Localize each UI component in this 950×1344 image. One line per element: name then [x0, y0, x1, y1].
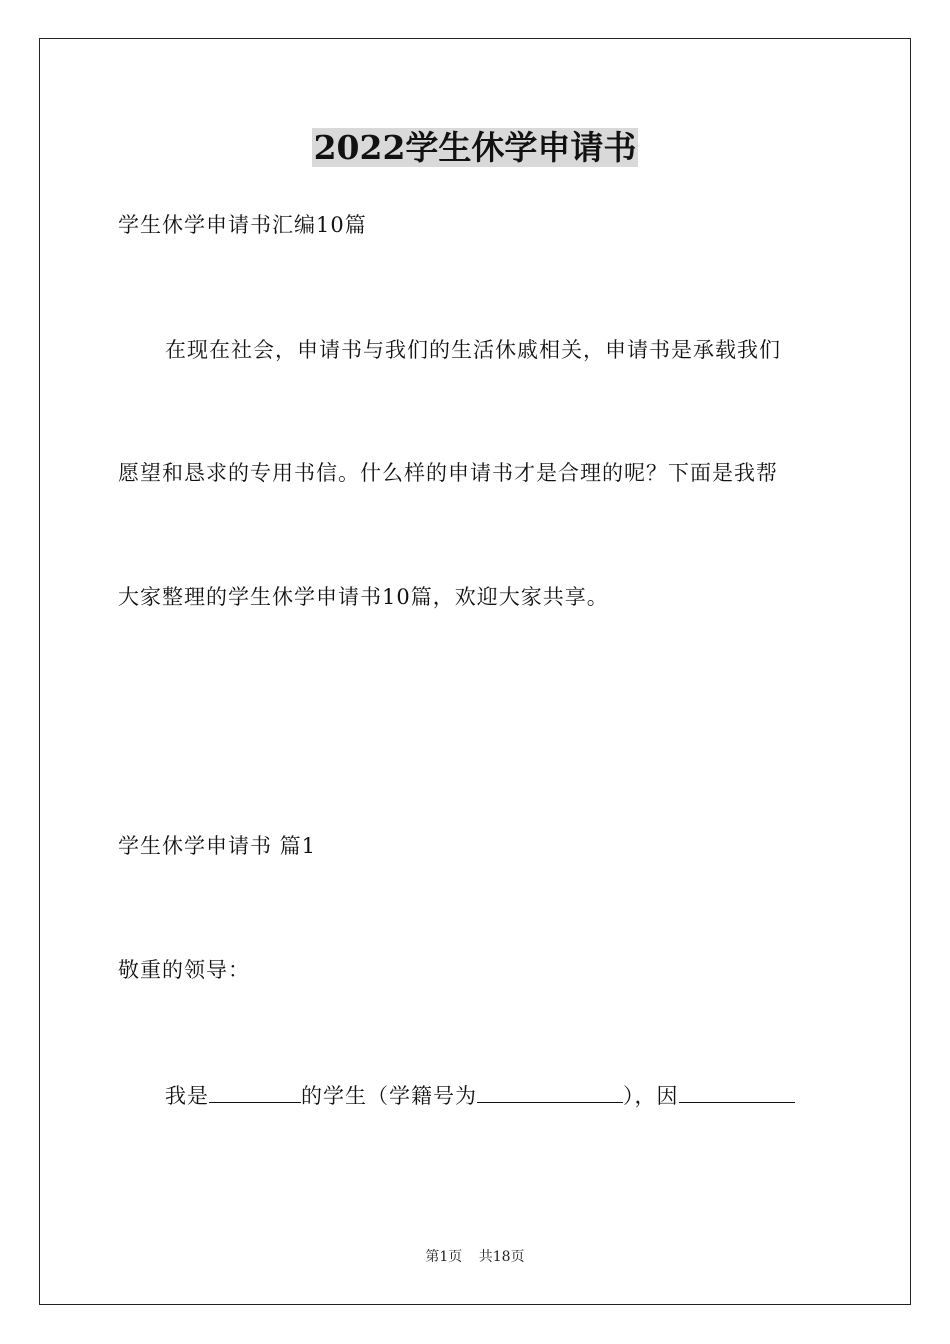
student-id-blank — [477, 1080, 623, 1103]
name-blank — [209, 1080, 301, 1103]
body-text-segment-2: 的学生（学籍号为 — [301, 1084, 477, 1108]
section-heading: 学生休学申请书 篇1 — [118, 834, 317, 858]
reason-blank — [679, 1080, 795, 1103]
document-title — [0, 126, 950, 170]
body-text-segment-3: ），因 — [623, 1084, 679, 1108]
title-text: 2022学生休学申请书 — [313, 128, 637, 167]
document-subtitle: 学生休学申请书汇编10篇 — [118, 213, 367, 237]
page-number-current: 第1页 — [425, 1249, 463, 1265]
page-number-total: 共18页 — [478, 1249, 525, 1265]
intro-paragraph-line-3: 大家整理的学生休学申请书10篇，欢迎大家共享。 — [118, 585, 609, 609]
salutation: 敬重的领导： — [118, 958, 250, 982]
body-paragraph-line-1 — [165, 1080, 795, 1111]
page-footer — [0, 1247, 950, 1267]
intro-paragraph-line-1: 在现在社会，申请书与我们的生活休戚相关，申请书是承载我们 — [165, 338, 781, 362]
body-text-segment-1: 我是 — [165, 1084, 209, 1108]
intro-paragraph-line-2: 愿望和恳求的专用书信。什么样的申请书才是合理的呢？下面是我帮 — [118, 461, 778, 485]
